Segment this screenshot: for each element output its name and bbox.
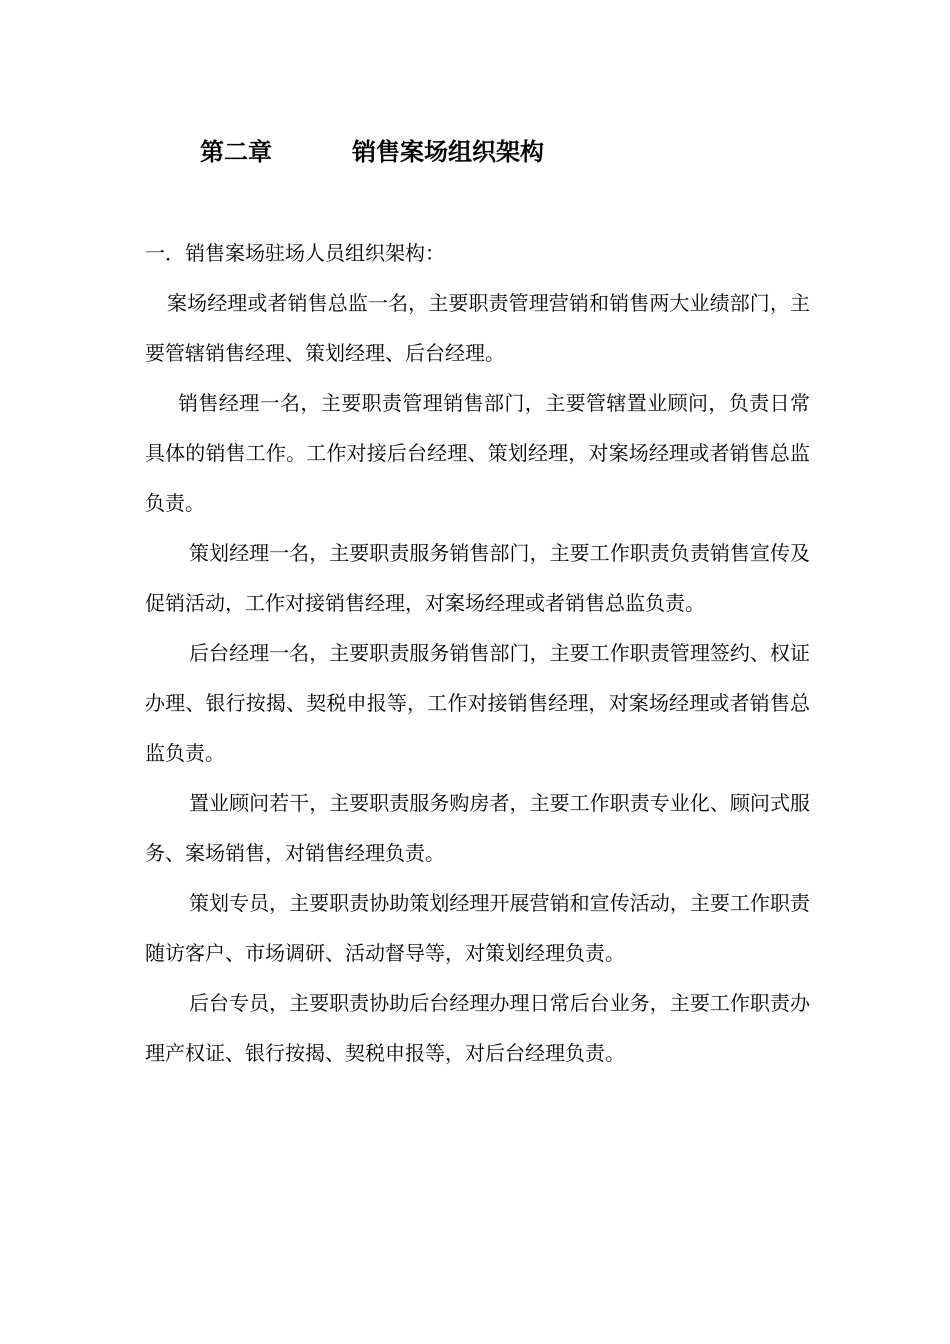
paragraph-property-consultant: 置业顾问若干，主要职责服务购房者，主要工作职责专业化、顾问式服务、案场销售，对销售经理负责。 — [145, 791, 810, 865]
paragraph-site-manager: 案场经理或者销售总监一名，主要职责管理营销和销售两大业绩部门，主要管辖销售经理、策划经理、后台经理。 — [145, 291, 810, 365]
paragraph-sales-manager: 销售经理一名，主要职责管理销售部门，主要管辖置业顾问，负责日常具体的销售工作。工作对接后台经理、策划经理，对案场经理或者销售总监负责。 — [145, 391, 810, 515]
paragraph-backoffice-manager: 后台经理一名，主要职责服务销售部门，主要工作职责管理签约、权证办理、银行按揭、契税申报等，工作对接销售经理，对案场经理或者销售总监负责。 — [145, 641, 810, 765]
chapter-number: 第二章 — [200, 137, 272, 166]
chapter-name: 销售案场组织架构 — [352, 137, 544, 166]
chapter-title — [200, 132, 800, 172]
document-body — [145, 228, 810, 1078]
section-heading: 一．销售案场驻场人员组织架构： — [145, 241, 445, 265]
paragraph-planning-manager: 策划经理一名，主要职责服务销售部门，主要工作职责负责销售宣传及促销活动，工作对接销售经理，对案场经理或者销售总监负责。 — [145, 541, 810, 615]
paragraph-backoffice-specialist: 后台专员，主要职责协助后台经理办理日常后台业务，主要工作职责办理产权证、银行按揭、契税申报等，对后台经理负责。 — [145, 991, 810, 1065]
paragraph-planning-specialist: 策划专员，主要职责协助策划经理开展营销和宣传活动，主要工作职责随访客户、市场调研、活动督导等，对策划经理负责。 — [145, 891, 810, 965]
